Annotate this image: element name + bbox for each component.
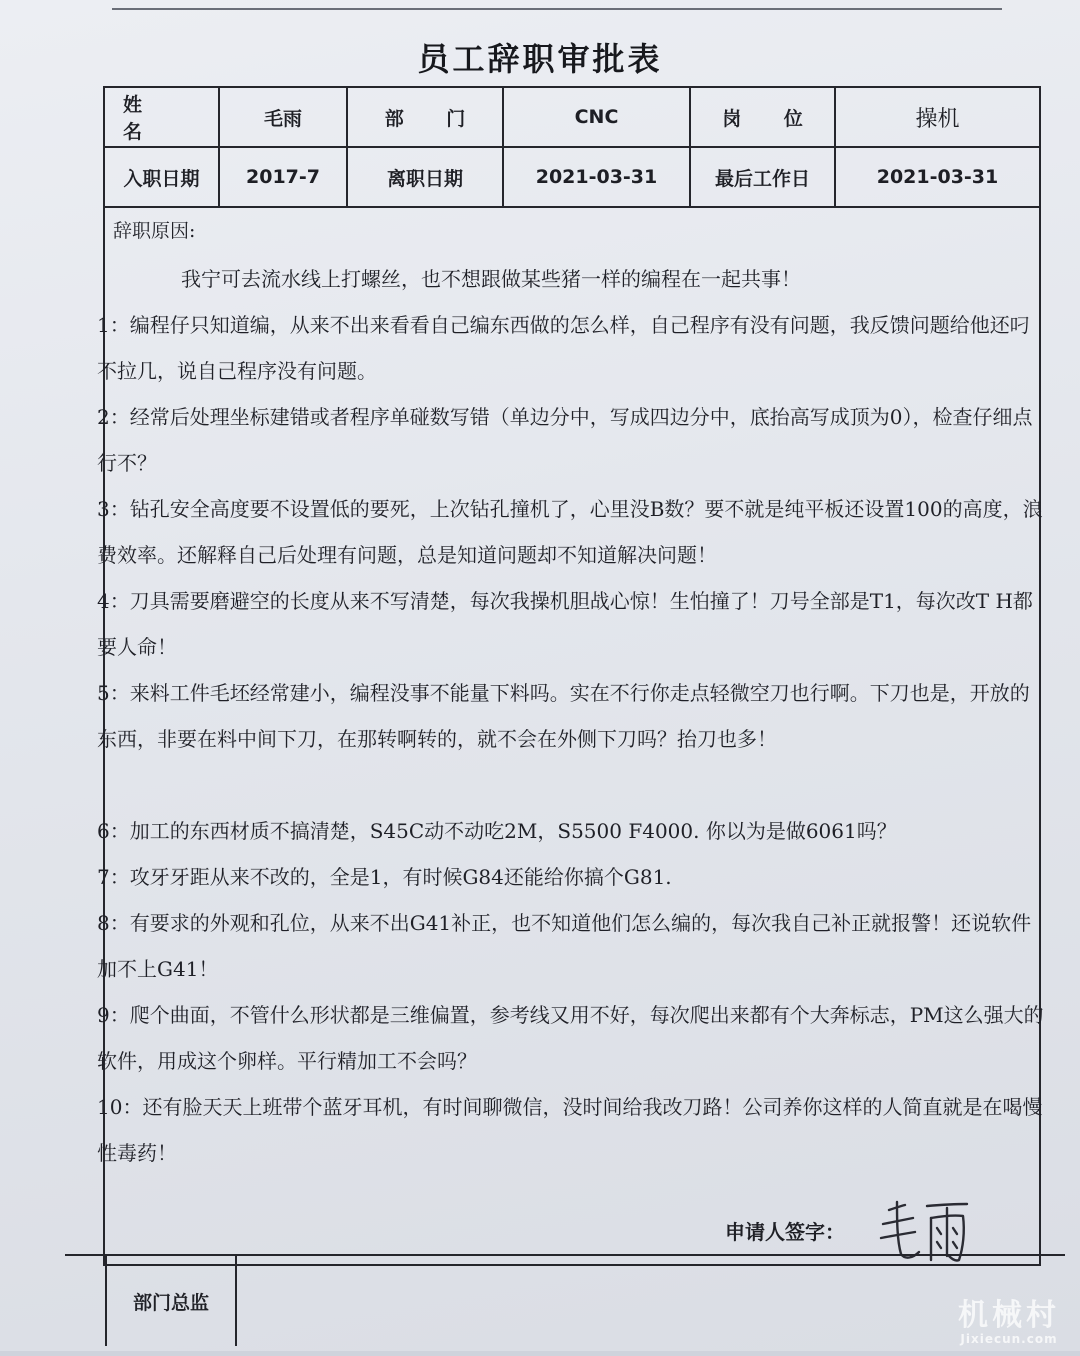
resignation-reason-section	[97, 210, 1044, 1210]
form-title: 员工辞职审批表	[417, 40, 663, 78]
reason-item-9: 9：爬个曲面，不管什么形状都是三维偏置，参考线又用不好，每次爬出来都有个大奔标志，PM这么强大的软件，用成这个卵样。平行精加工不会吗？	[97, 1003, 1044, 1073]
reason-intro: 我宁可去流水线上打螺丝，也不想跟做某些猪一样的编程在一起共事！	[181, 267, 801, 291]
position-value: 操机	[915, 106, 960, 132]
reason-label: 辞职原因:	[113, 220, 196, 242]
hire-date-label: 入职日期	[105, 148, 220, 206]
reason-item-6: 6：加工的东西材质不搞清楚，S45C动不动吃2M，S5500 F4000. 你以为是做6061吗？	[97, 819, 897, 843]
reason-item-2: 2：经常后处理坐标建错或者程序单碰数写错（单边分中，写成四边分中，底抬高写成顶为0），检查仔细点行不？	[97, 405, 1033, 475]
reason-item-5: 5：来料工件毛坯经常建小，编程没事不能量下料吗。实在不行你走点轻微空刀也行啊。下刀也是，开放的东西，非要在料中间下刀，在那转啊转的，就不会在外侧下刀吗？抬刀也多！	[97, 681, 1030, 751]
site-watermark	[958, 1290, 1060, 1346]
leave-date-value: 2021-03-31	[504, 148, 691, 206]
info-row-2	[105, 148, 1039, 208]
department-label: 部 门	[348, 88, 504, 146]
position-label: 岗 位	[691, 88, 836, 146]
department-director-row	[65, 1254, 1065, 1356]
department-value: CNC	[504, 88, 691, 146]
info-row-1	[105, 88, 1039, 148]
watermark-url: Jixiecun.com	[960, 1332, 1058, 1346]
last-workday-value: 2021-03-31	[876, 166, 999, 188]
leave-date-label: 离职日期	[348, 148, 504, 206]
reason-item-4: 4：刀具需要磨避空的长度从来不写清楚，每次我操机胆战心惊！生怕撞了！刀号全部是T1，每次改T H都要人命！	[97, 589, 1033, 659]
reason-item-7: 7：攻牙牙距从来不改的，全是1，有时候G84还能给你搞个G81.	[97, 865, 672, 889]
applicant-signature-area	[725, 1216, 845, 1245]
approval-form-table	[97, 86, 1044, 1314]
last-workday-label: 最后工作日	[691, 148, 836, 206]
reason-item-8: 8：有要求的外观和孔位，从来不出G41补正，也不知道他们怎么编的，每次我自己补正就报警！还说软件加不上G41！	[97, 911, 1032, 981]
department-director-label: 部门总监	[105, 1256, 237, 1346]
name-label: 姓 名	[105, 88, 220, 146]
name-value: 毛雨	[220, 88, 348, 146]
hire-date-value: 2017-7	[220, 148, 348, 206]
reason-item-10: 10：还有脸天天上班带个蓝牙耳机，有时间聊微信，没时间给我改刀路！公司养你这样的人简直就是在喝慢性毒药！	[97, 1095, 1043, 1165]
signature-label: 申请人签字：	[725, 1220, 845, 1244]
reason-item-1: 1：编程仔只知道编，从来不出来看看自己编东西做的怎么样，自己程序有没有问题，我反馈问题给他还叼不拉几，说自己程序没有问题。	[97, 313, 1030, 383]
top-divider	[112, 8, 1002, 10]
reason-item-3: 3：钻孔安全高度要不设置低的要死，上次钻孔撞机了，心里没B数？要不就是纯平板还设置100的高度，浪费效率。还解释自己后处理有问题，总是知道问题却不知道解决问题！	[97, 497, 1043, 567]
watermark-logo: 机械村	[958, 1298, 1060, 1333]
